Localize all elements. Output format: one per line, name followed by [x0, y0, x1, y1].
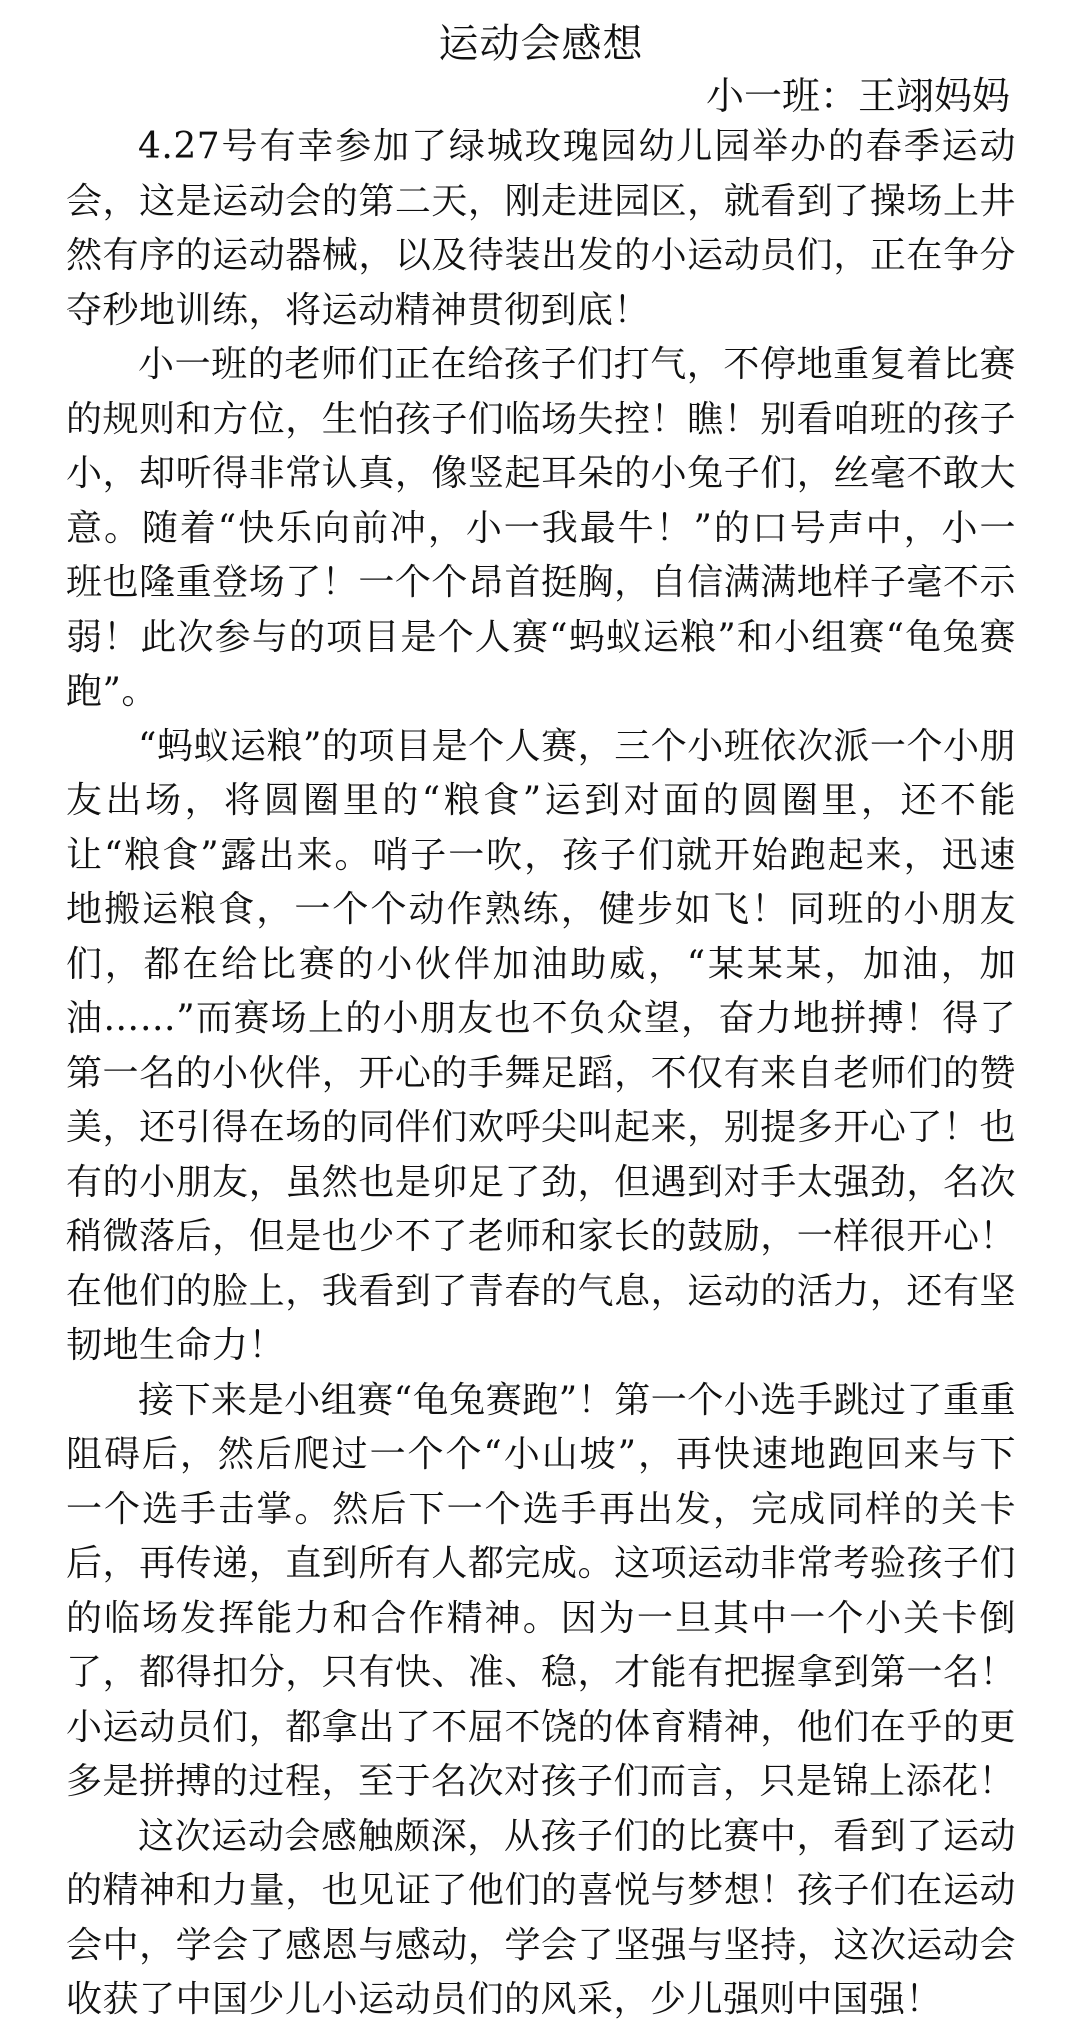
document-body	[66, 120, 1016, 2028]
document-byline: 小一班：王翊妈妈	[705, 74, 1010, 118]
paragraph: 这次运动会感触颇深，从孩子们的比赛中，看到了运动的精神和力量，也见证了他们的喜悦与梦想！孩子们在运动会中，学会了感恩与感动，学会了坚强与坚持，这次运动会收获了中国少儿小运动员们的风采，少儿强则中国强！	[66, 1815, 1016, 2020]
paragraph: 4.27号有幸参加了绿城玫瑰园幼儿园举办的春季运动会，这是运动会的第二天，刚走进园区，就看到了操场上井然有序的运动器械，以及待装出发的小运动员们，正在争分夺秒地训练，将运动精神贯彻到底！	[66, 126, 1016, 331]
paragraph: 小一班的老师们正在给孩子们打气，不停地重复着比赛的规则和方位，生怕孩子们临场失控！瞧！别看咱班的孩子小，却听得非常认真，像竖起耳朵的小兔子们，丝毫不敢大意。随着“快乐向前冲，小一我最牛！”的口号声中，小一班也隆重登场了！一个个昂首挺胸，自信满满地样子毫不示弱！此次参与的项目是个人赛“蚂蚁运粮”和小组赛“龟兔赛跑”。	[66, 344, 1016, 712]
document-title: 运动会感想	[438, 21, 644, 67]
paragraph: “蚂蚁运粮”的项目是个人赛，三个小班依次派一个小朋友出场，将圆圈里的“粮食”运到对面的圆圈里，还不能让“粮食”露出来。哨子一吹，孩子们就开始跑起来，迅速地搬运粮食，一个个动作熟练，健步如飞！同班的小朋友们，都在给比赛的小伙伴加油助威，“某某某，加油，加油……”而赛场上的小朋友也不负众望，奋力地拼搏！得了第一名的小伙伴，开心的手舞足蹈，不仅有来自老师们的赞美，还引得在场的同伴们欢呼尖叫起来，别提多开心了！也有的小朋友，虽然也是卯足了劲，但遇到对手太强劲，名次稍微落后，但是也少不了老师和家长的鼓励，一样很开心！在他们的脸上，我看到了青春的气息，运动的活力，还有坚韧地生命力！	[66, 725, 1016, 1366]
paragraph: 接下来是小组赛“龟兔赛跑”！第一个小选手跳过了重重阻碍后，然后爬过一个个“小山坡”，再快速地跑回来与下一个选手击掌。然后下一个选手再出发，完成同样的关卡后，再传递，直到所有人都完成。这项运动非常考验孩子们的临场发挥能力和合作精神。因为一旦其中一个小关卡倒了，都得扣分，只有快、准、稳，才能有把握拿到第一名！小运动员们，都拿出了不屈不饶的体育精神，他们在乎的更多是拼搏的过程，至于名次对孩子们而言，只是锦上添花！	[66, 1379, 1016, 1802]
